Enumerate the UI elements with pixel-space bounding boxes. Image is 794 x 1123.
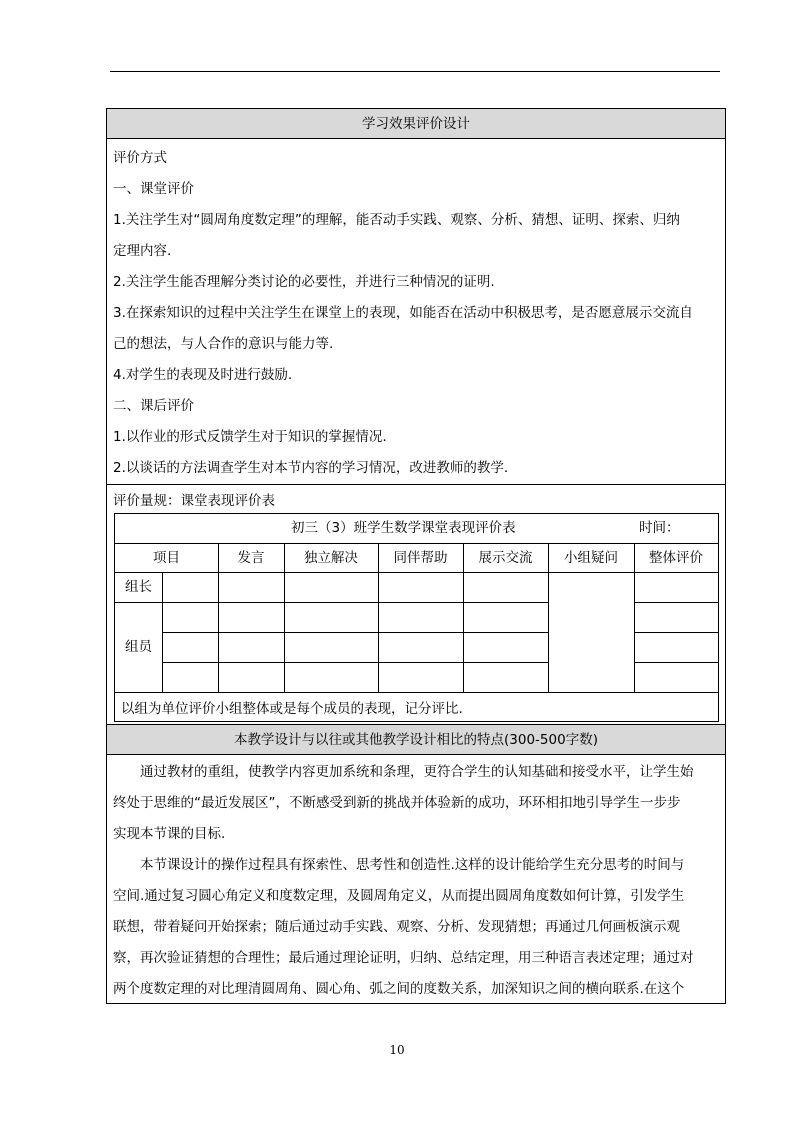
text-line: 本节课设计的操作过程具有探索性、思考性和创造性.这样的设计能给学生充分思考的时间与 bbox=[140, 857, 685, 873]
text-line: 联想，带着疑问开始探索；随后通过动手实践、观察、分析、发现猜想；再通过几何画板演示观 bbox=[113, 919, 680, 935]
grid-line bbox=[115, 692, 718, 693]
evaluation-methods-text bbox=[113, 143, 719, 484]
header-peer-help: 同伴帮助 bbox=[393, 550, 448, 566]
header-rule bbox=[110, 71, 720, 72]
text-line: 一、课堂评价 bbox=[113, 181, 194, 197]
header-independent: 独立解决 bbox=[304, 550, 358, 566]
text-line: 2.以谈话的方法调查学生对本节内容的学习情况，改进教师的教学. bbox=[113, 460, 509, 476]
header-speak: 发言 bbox=[237, 550, 265, 566]
text-line: 定理内容. bbox=[113, 243, 172, 259]
grid-line bbox=[634, 602, 718, 603]
rubric-footer-note: 以组为单位评价小组整体或是每个成员的表现，记分评比. bbox=[121, 701, 463, 717]
text-line: 3.在探索知识的过程中关注学生在课堂上的表现，如能否在活动中积极思考，是否愿意展示交流自 bbox=[113, 305, 693, 321]
rubric-table bbox=[114, 513, 719, 722]
text-line: 2.关注学生能否理解分类讨论的必要性，并进行三种情况的证明. bbox=[113, 274, 495, 290]
lesson-evaluation-table bbox=[106, 108, 726, 1004]
row-label-members: 组员 bbox=[125, 639, 152, 655]
text-line: 二、课后评价 bbox=[113, 398, 194, 414]
section-title-evaluation-design: 学习效果评价设计 bbox=[107, 109, 725, 139]
grid-line bbox=[162, 572, 163, 692]
text-line: 评价方式 bbox=[113, 150, 167, 166]
text-line: 1.关注学生对“圆周角度数定理”的理解，能否动手实践、观察、分析、猜想、证明、探索、归纳 bbox=[113, 212, 680, 228]
text-line: 通过教材的重组，使教学内容更加系统和条理，更符合学生的认知基础和接受水平，让学生始 bbox=[140, 764, 694, 780]
text-line: 4.对学生的表现及时进行鼓励. bbox=[113, 367, 293, 383]
header-overall: 整体评价 bbox=[649, 550, 703, 566]
grid-line bbox=[162, 662, 548, 663]
rubric-title-row bbox=[115, 514, 718, 543]
design-features-text bbox=[113, 757, 719, 1005]
section-title-design-features: 本教学设计与以往或其他教学设计相比的特点(300-500字数) bbox=[107, 724, 725, 755]
rubric-table-title: 初三（3）班学生数学课堂表现评价表 bbox=[291, 520, 516, 536]
header-item: 项目 bbox=[153, 550, 180, 566]
text-line: 终处于思维的“最近发展区”，不断感受到新的挑战并体验新的成功，环环相扣地引导学生一步步 bbox=[113, 795, 681, 811]
text-line: 空间.通过复习圆心角定义和度数定理，及圆周角定义，从而提出圆周角度数如何计算，引发学生 bbox=[113, 888, 685, 904]
page-number: 10 bbox=[389, 1043, 405, 1057]
divider bbox=[107, 484, 725, 485]
text-line: 实现本节课的目标. bbox=[113, 826, 226, 842]
rubric-label: 评价量规：课堂表现评价表 bbox=[113, 493, 275, 509]
header-presentation: 展示交流 bbox=[478, 550, 533, 566]
grid-line bbox=[162, 632, 548, 633]
row-label-leader: 组长 bbox=[125, 579, 152, 595]
grid-line bbox=[115, 572, 718, 573]
grid-line bbox=[115, 602, 548, 603]
text-line: 1.以作业的形式反馈学生对于知识的掌握情况. bbox=[113, 429, 387, 445]
grid-line bbox=[634, 632, 718, 633]
header-group-questions: 小组疑问 bbox=[564, 550, 618, 566]
rubric-time-label: 时间： bbox=[639, 520, 680, 536]
text-line: 己的想法，与人合作的意识与能力等. bbox=[113, 336, 334, 352]
grid-line bbox=[634, 662, 718, 663]
text-line: 两个度数定理的对比理清圆周角、圆心角、弧之间的度数关系，加深知识之间的横向联系.在这个 bbox=[113, 981, 685, 997]
text-line: 察，再次验证猜想的合理性；最后通过理论证明，归纳、总结定理，用三种语言表述定理；通过对 bbox=[113, 950, 694, 966]
